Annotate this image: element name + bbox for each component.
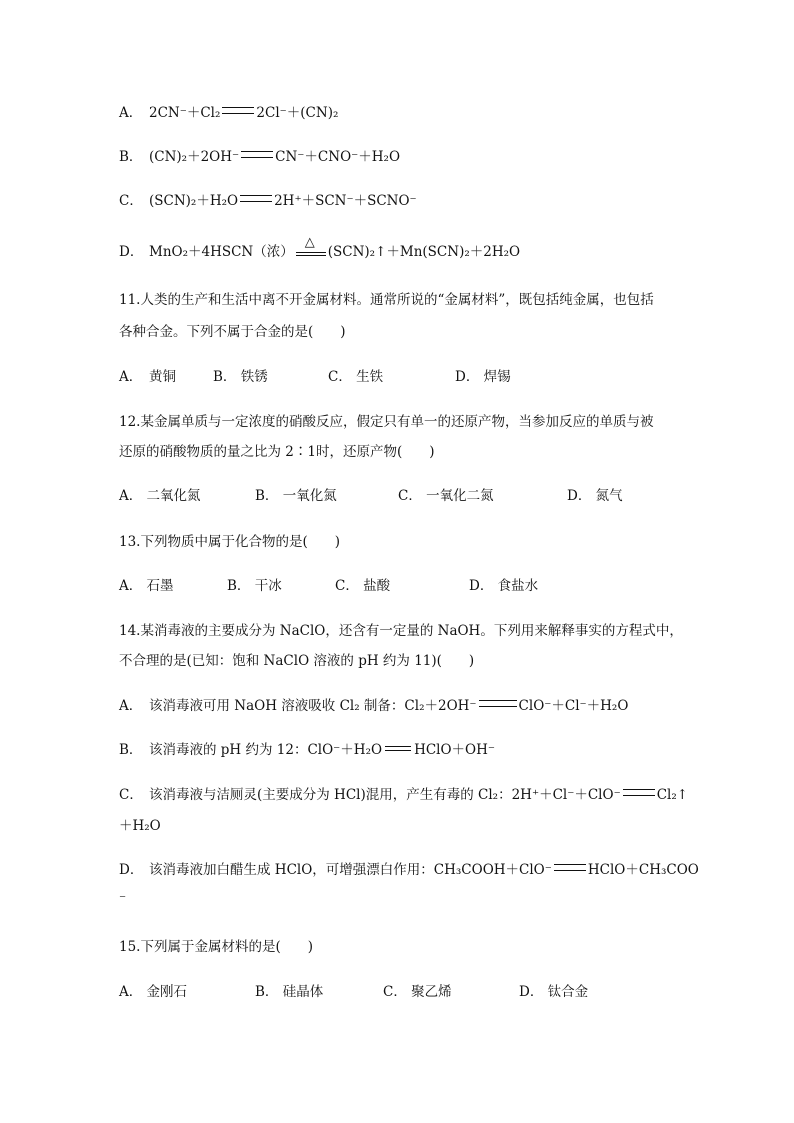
option-text: 该消毒液加白醋生成 HClO，可增强漂白作用：CH₃COOH＋ClO⁻ (149, 862, 552, 878)
option-label: C． (119, 193, 143, 209)
q12-stem-line2: 还原的硝酸物质的量之比为 2∶1时，还原产物( ) (119, 444, 435, 460)
q14-option-a (119, 697, 628, 715)
equation-lhs: MnO₂＋4HSCN（浓） (149, 244, 294, 260)
option-text: 该消毒液可用 NaOH 溶液吸收 Cl₂ 制备：Cl₂＋2OH⁻ (149, 698, 477, 714)
q14-option-d-continued: ⁻ (119, 891, 127, 907)
option-label: D． (119, 862, 144, 878)
q11-stem-line1: 11.人类的生产和生活中离不开金属材料。通常所说的“金属材料”，既包括纯金属，也包括 (119, 292, 654, 308)
q15-option-c: C． 聚乙烯 (383, 984, 452, 1000)
equals-sign (222, 107, 254, 114)
equals-sign (240, 195, 272, 202)
q13-option-c: C． 盐酸 (335, 578, 391, 594)
equals-sign (623, 789, 655, 796)
q10-option-a (119, 104, 338, 122)
q13-option-d: D． 食盐水 (469, 578, 539, 594)
option-label: B． (119, 742, 143, 758)
q15-stem: 15.下列属于金属材料的是( ) (119, 939, 314, 955)
equation-rhs: (SCN)₂↑＋Mn(SCN)₂＋2H₂O (327, 244, 521, 260)
q14-stem-line2: 不合理的是(已知：饱和 NaClO 溶液的 pH 约为 11)( ) (119, 653, 475, 669)
reversible-sign (385, 745, 411, 752)
q13-stem: 13.下列物质中属于化合物的是( ) (119, 534, 341, 550)
q12-option-d: D． 氮气 (567, 488, 623, 504)
q13-option-a: A． 石墨 (119, 578, 174, 594)
q14-stem-line1: 14.某消毒液的主要成分为 NaClO，还含有一定量的 NaOH。下列用来解释事实的方程式中， (119, 623, 683, 639)
q11-option-d: D． 焊锡 (455, 369, 511, 385)
q15-option-d: D． 钛合金 (519, 984, 589, 1000)
q15-option-a: A． 金刚石 (119, 984, 188, 1000)
q10-option-c (119, 192, 417, 210)
q11-option-c: C． 生铁 (328, 369, 384, 385)
equation-rhs: Cl₂↑ (656, 787, 689, 803)
q11-option-a: A． 黄铜 (119, 369, 176, 385)
equation-rhs: HClO＋OH⁻ (414, 742, 496, 758)
heating-condition-sign (296, 235, 326, 258)
equation-rhs: HClO＋CH₃COO (587, 862, 699, 878)
q12-option-a: A． 二氧化氮 (119, 488, 201, 504)
q13-option-b: B． 干冰 (227, 578, 282, 594)
equation-rhs: 2H⁺＋SCN⁻＋SCNO⁻ (274, 193, 417, 209)
equation-rhs: CN⁻＋CNO⁻＋H₂O (275, 149, 401, 165)
equation-lhs: (SCN)₂＋H₂O (149, 193, 239, 209)
equation-lhs: 2CN⁻＋Cl₂ (149, 105, 221, 121)
q12-stem-line1: 12.某金属单质与一定浓度的硝酸反应，假定只有单一的还原产物，当参加反应的单质与被 (119, 414, 654, 430)
option-label: A． (119, 698, 143, 714)
q10-option-b (119, 148, 400, 166)
q14-option-c-continued: ＋H₂O (119, 818, 161, 834)
q14-option-b (119, 741, 495, 759)
option-label: A． (119, 105, 143, 121)
option-label: D． (119, 244, 144, 260)
q14-option-d (119, 861, 699, 879)
equation-lhs: (CN)₂＋2OH⁻ (149, 149, 240, 165)
option-text: 该消毒液的 pH 约为 12：ClO⁻＋H₂O (149, 742, 383, 758)
q12-option-b: B． 一氧化氮 (255, 488, 337, 504)
equation-rhs: 2Cl⁻＋(CN)₂ (256, 105, 339, 121)
q14-option-c (119, 786, 688, 804)
q15-option-b: B． 硅晶体 (255, 984, 324, 1000)
equals-sign (241, 151, 273, 158)
equals-sign (554, 864, 586, 871)
q11-option-b: B． 铁锈 (213, 369, 268, 385)
heat-triangle-icon: △ (304, 235, 315, 250)
equals-sign (479, 700, 517, 707)
option-text: 该消毒液与洁厕灵(主要成分为 HCl)混用，产生有毒的 Cl₂：2H⁺＋Cl⁻＋ClO⁻ (149, 787, 621, 803)
option-label: B． (119, 149, 143, 165)
equation-rhs: ClO⁻＋Cl⁻＋H₂O (518, 698, 629, 714)
option-label: C． (119, 787, 143, 803)
q12-option-c: C． 一氧化二氮 (398, 488, 494, 504)
q11-stem-line2: 各种合金。下列不属于合金的是( ) (119, 324, 346, 340)
q10-option-d (119, 235, 521, 261)
